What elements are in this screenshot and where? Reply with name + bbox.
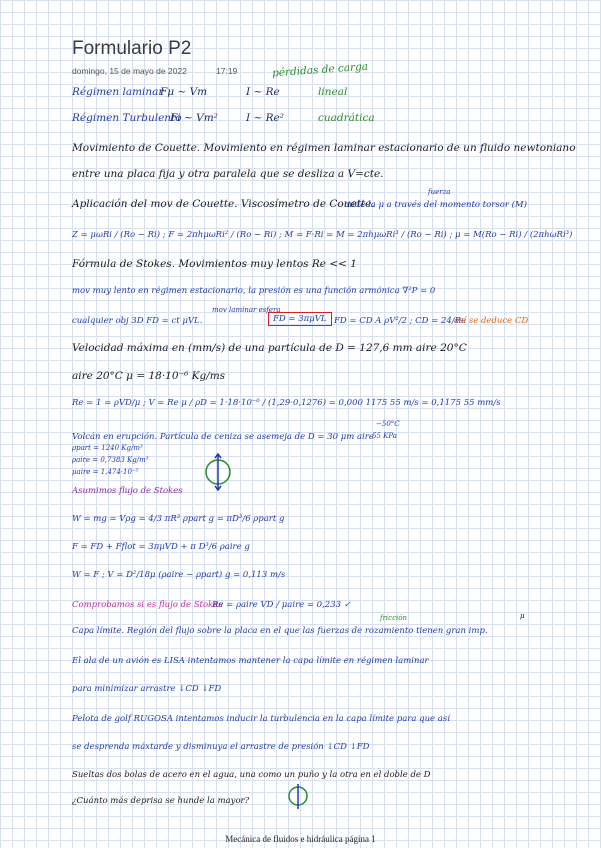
check-reynolds: Re = ρaire VD / μaire = 0,233 ✓: [212, 600, 351, 610]
note-perdidas: pérdidas de carga: [271, 60, 369, 80]
equation-weight: W = mg = Vρg = 4/3 πR³ ρpart g = πD³/6 ρpart g: [72, 514, 285, 524]
stokes-deduce-note: así se deduce CD: [454, 316, 529, 326]
couette-line-2: entre una placa fija y otra paralela que se desliza a V=cte.: [72, 168, 384, 180]
golf-line-2: se desprenda máxtarde y disminuya el arrastre de presión ↓CD ↓FD: [72, 742, 370, 752]
particle-forces-diagram: [200, 452, 236, 496]
capa-note-friccion: fricción: [380, 614, 407, 622]
balls-line-2: ¿Cuánto más deprisa se hunde la mayor?: [72, 796, 250, 806]
laminar-label: Régimen laminar: [72, 86, 164, 98]
page-footer: Mecánica de fluidos e hidráulica página 1: [225, 834, 376, 844]
balls-line-1: Sueltas dos bolas de acero en el agua, una como un puño y la otra en el doble de D: [72, 770, 431, 780]
stokes-note-esfera: mov laminar esfera: [212, 306, 281, 314]
volcano-temp: −50°C: [376, 420, 400, 428]
stokes-line-2: mov muy lento en régimen estacionario, la presión es una función armónica ∇²P = 0: [72, 286, 436, 296]
turbulent-kind: cuadrática: [318, 112, 375, 124]
couette-line-1: Movimiento de Couette. Movimiento en régimen laminar estacionario de un fluido newtoniano: [72, 142, 576, 154]
volcano-line: Volcán en erupción. Partícula de ceniza se asemeja de D = 30 μm aire: [72, 432, 374, 442]
application-line: Aplicación del mov de Couette. Viscosímetro de Couette.: [72, 198, 375, 210]
volcano-mu-air: μaire = 1,474·10⁻⁵: [72, 468, 139, 476]
page-title: Formulario P2: [72, 38, 192, 59]
wing-line-1: El ala de un avión es LISA intentamos mantener la capa límite en régimen laminar: [72, 656, 429, 666]
volcano-rho-part: ρpart = 1240 Kg/m³: [72, 444, 143, 452]
wing-line-2: para minimizar arrastre ↓CD ↓FD: [72, 684, 222, 694]
laminar-kind: lineal: [318, 86, 348, 98]
stokes-cd-formula: FD = CD A ρV²/2 ; CD = 24/Re: [334, 316, 467, 326]
golf-line-1: Pelota de golf RUGOSA intentamos inducir la turbulencia en la capa límite para que así: [72, 714, 450, 724]
assume-stokes: Asumimos flujo de Stokes: [72, 486, 183, 496]
application-note: mide la μ a través del momento torsor (M): [344, 200, 527, 210]
stokes-line-3a: cualquier obj 3D FD = ct μVL.: [72, 316, 203, 326]
capa-note-mu: μ: [520, 612, 525, 620]
page-time: 17:19: [216, 66, 238, 76]
sphere-diagram: [284, 782, 312, 812]
check-stokes: Comprobamos si es flujo de Stokes: [72, 600, 223, 610]
vmax-line-1: Velocidad máxima en (mm/s) de una partícula de D = 127,6 mm aire 20°C: [72, 342, 467, 354]
turbulent-label: Régimen Turbulento: [72, 112, 182, 124]
vmax-line-3: Re = 1 = ρVD/μ ; V = Re μ / ρD = 1·18·10⁻⁶ / (1,29·0,1276) = 0,000 1175 55 m/s = 0,1175 55 mm/s: [72, 398, 501, 408]
volcano-rho-air: ρaire = 0,7383 Kg/m³: [72, 456, 149, 464]
volcano-pressure: 55 KPa: [372, 432, 397, 440]
equation-force: F = FD + Fflot = 3πμVD + π D³/6 ρaire g: [72, 542, 250, 552]
application-note-fuerza: fuerza: [428, 188, 451, 196]
vmax-line-2: aire 20°C μ = 18·10⁻⁶ Kg/ms: [72, 370, 226, 382]
couette-formulas: Z = μωRi / (Ro − Ri) ; F = 2πhμωRi² / (Ro − Ri) ; M = F·Ri = M = 2πhμωRi³ / (Ro − Ri) ; μ = M(Ro − Ri) / (2πhωRi³): [72, 230, 573, 240]
turbulent-i-relation: I ~ Re²: [246, 112, 284, 124]
capa-limite-line: Capa límite. Región del flujo sobre la placa en el que las fuerzas de rozamiento tienen gran imp.: [72, 626, 488, 636]
stokes-title: Fórmula de Stokes. Movimientos muy lentos Re << 1: [72, 258, 357, 270]
page-date: domingo, 15 de mayo de 2022: [72, 66, 187, 76]
laminar-i-relation: I ~ Re: [246, 86, 280, 98]
stokes-boxed-formula: FD = 3πμVL: [268, 312, 332, 326]
laminar-relation: Fμ ~ Vm: [160, 86, 208, 98]
equation-velocity: W = F ; V = D²/18μ (ρaire − ρpart) g = 0,113 m/s: [72, 570, 286, 580]
turbulent-relation: Fi ~ Vm²: [170, 112, 218, 124]
